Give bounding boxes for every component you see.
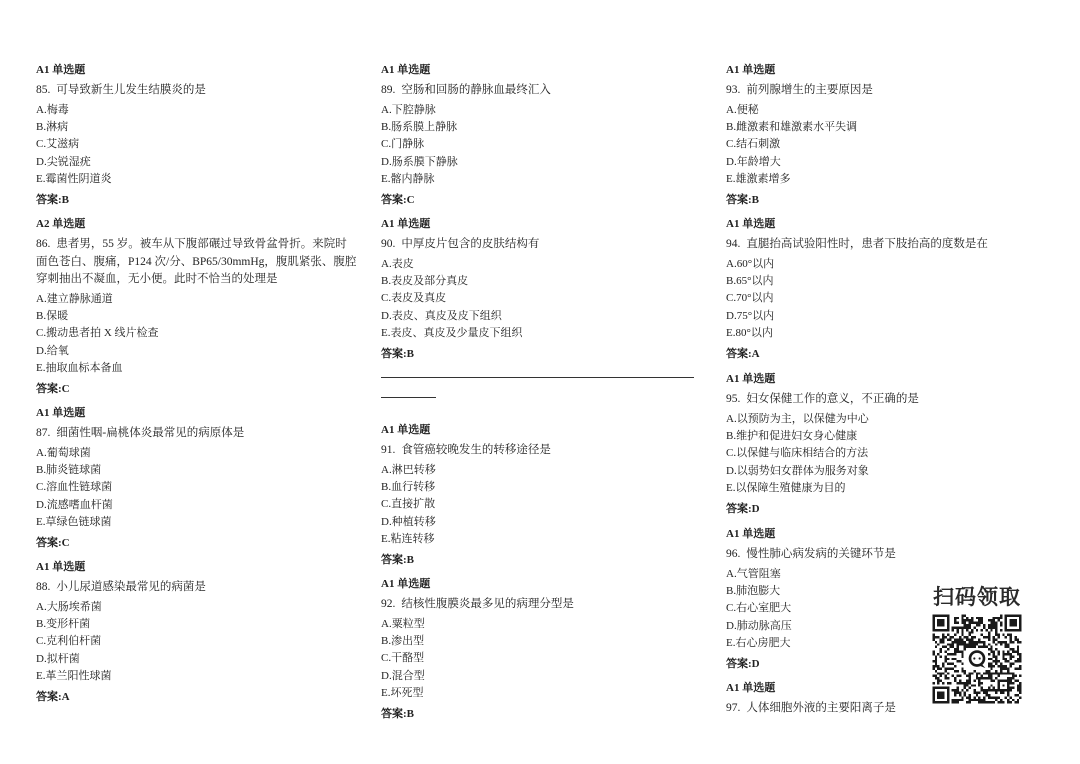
- answer: 答案:B: [381, 347, 414, 360]
- question-type-label: A1 单选题: [36, 561, 86, 573]
- option-a: A.葡萄球菌: [36, 446, 91, 459]
- option-d: D.肺动脉高压: [726, 619, 792, 632]
- options-list: [36, 445, 354, 532]
- question-type-label: A1 单选题: [726, 528, 776, 540]
- chat-bubble-icon: [966, 648, 988, 670]
- option-e: E.坏死型: [381, 687, 424, 700]
- options-list: [36, 599, 354, 686]
- question-number: 93.: [726, 84, 741, 96]
- option-b: B.肺泡膨大: [726, 584, 781, 597]
- question-stem-text: 人体细胞外液的主要阳离子是: [746, 702, 896, 714]
- question-stem-text: 面色苍白、腹痛，P124 次/分、BP65/30mmHg，腹肌紧张、腹腔: [36, 255, 357, 268]
- answer: 答案:B: [381, 553, 414, 566]
- question-number: 86.: [36, 238, 51, 250]
- question-type-label: A1 单选题: [726, 64, 776, 76]
- option-d: D.尖锐湿疣: [36, 155, 91, 168]
- question-block-89: [381, 60, 699, 210]
- question-stem-text: 患者男，55 岁。被车从下腹部碾过导致骨盆骨折。来院时: [56, 238, 347, 250]
- question-stem: [381, 236, 699, 254]
- option-d: D.肠系膜下静脉: [381, 155, 458, 168]
- question-block-87: [36, 403, 354, 553]
- option-e: E.以保障生殖健康为目的: [726, 482, 846, 495]
- answer: 答案:B: [36, 193, 69, 206]
- option-e: E.草绿色链球菌: [36, 516, 112, 529]
- question-stem-text: 空肠和回肠的静脉血最终汇入: [401, 84, 551, 96]
- question-stem: [36, 425, 354, 443]
- question-stem-text: 穿刺抽出不凝血，无小便。此时不恰当的处理是: [36, 273, 278, 285]
- option-d: D.流感嗜血杆菌: [36, 498, 113, 511]
- option-a: A.粟粒型: [381, 617, 425, 630]
- option-e: E.革兰阳性球菌: [36, 670, 112, 683]
- question-number: 97.: [726, 702, 741, 714]
- options-list: [381, 256, 699, 343]
- option-b: B.渗出型: [381, 634, 425, 647]
- option-e: E.右心房肥大: [726, 637, 791, 650]
- question-block-85: [36, 60, 354, 210]
- divider-line-short: [381, 397, 436, 398]
- qr-finder-pattern: [932, 614, 949, 631]
- question-stem-text: 食管癌较晚发生的转移途径是: [401, 444, 551, 456]
- option-d: D.以弱势妇女群体为服务对象: [726, 464, 869, 477]
- options-list: [36, 102, 354, 189]
- option-c: C.表皮及真皮: [381, 292, 447, 305]
- question-block-86: [36, 214, 357, 399]
- option-a: A.气管阻塞: [726, 567, 781, 580]
- answer: 答案:B: [381, 707, 414, 720]
- question-block-90: [381, 214, 699, 364]
- option-c: C.搬动患者拍 X 线片检查: [36, 327, 159, 340]
- question-block-91: [381, 420, 699, 570]
- option-c: C.70°以内: [726, 292, 774, 305]
- question-stem: [36, 579, 354, 597]
- answer: 答案:A: [36, 690, 70, 703]
- question-stem-text: 细菌性咽-扁桃体炎最常见的病原体是: [56, 427, 245, 439]
- answer: 答案:C: [381, 193, 415, 206]
- option-c: C.干酪型: [381, 652, 425, 665]
- option-e: E.抽取血标本备血: [36, 362, 123, 375]
- option-b: B.65°以内: [726, 274, 774, 287]
- divider-line: [381, 377, 694, 378]
- question-type-label: A1 单选题: [381, 64, 431, 76]
- options-list: [726, 256, 1044, 343]
- question-type-label: A1 单选题: [726, 373, 776, 385]
- question-number: 89.: [381, 84, 396, 96]
- question-stem: [381, 82, 699, 100]
- option-c: C.直接扩散: [381, 498, 436, 511]
- question-stem-text: 中厚皮片包含的皮肤结构有: [401, 238, 540, 250]
- option-e: E.雄激素增多: [726, 173, 791, 186]
- option-b: B.保暖: [36, 309, 69, 322]
- option-a: A.下腔静脉: [381, 103, 436, 116]
- option-a: A.以预防为主，以保健为中心: [726, 412, 869, 425]
- option-e: E.髂内静脉: [381, 173, 435, 186]
- answer: 答案:C: [36, 382, 70, 395]
- option-c: C.门静脉: [381, 138, 425, 151]
- question-number: 87.: [36, 427, 51, 439]
- option-b: B.血行转移: [381, 480, 436, 493]
- question-type-label: A1 单选题: [381, 218, 431, 230]
- question-number: 95.: [726, 393, 741, 405]
- question-type-label: A1 单选题: [36, 407, 86, 419]
- option-c: C.溶血性链球菌: [36, 481, 113, 494]
- options-list: [726, 102, 1044, 189]
- options-list: [726, 411, 1044, 498]
- question-stem: [726, 391, 1044, 409]
- option-c: C.克利伯杆菌: [36, 635, 102, 648]
- option-a: A.淋巴转移: [381, 463, 436, 476]
- question-type-label: A2 单选题: [36, 218, 86, 230]
- question-stem: [726, 236, 1044, 254]
- question-block-93: [726, 60, 1044, 210]
- question-number: 90.: [381, 238, 396, 250]
- question-stem: [381, 596, 699, 614]
- question-stem: [36, 236, 354, 254]
- options-list: [381, 102, 699, 189]
- answer: 答案:C: [36, 536, 70, 549]
- option-d: D.75°以内: [726, 309, 775, 322]
- question-stem-text: 前列腺增生的主要原因是: [746, 84, 873, 96]
- question-stem-text: 直腿抬高试验阳性时，患者下肢抬高的度数是在: [746, 238, 988, 250]
- question-number: 92.: [381, 598, 396, 610]
- question-block-94: [726, 214, 1044, 364]
- option-e: E.80°以内: [726, 327, 773, 340]
- question-block-92: [381, 574, 699, 724]
- option-b: B.表皮及部分真皮: [381, 274, 469, 287]
- option-c: C.结石刺激: [726, 138, 781, 151]
- option-d: D.混合型: [381, 669, 425, 682]
- question-number: 96.: [726, 548, 741, 560]
- qr-finder-pattern: [932, 687, 949, 704]
- option-b: B.变形杆菌: [36, 617, 91, 630]
- question-number: 94.: [726, 238, 741, 250]
- question-block-88: [36, 557, 354, 707]
- option-e: E.粘连转移: [381, 533, 435, 546]
- answer: 答案:A: [726, 347, 760, 360]
- question-number: 91.: [381, 444, 396, 456]
- options-list: [36, 291, 354, 378]
- option-a: A.60°以内: [726, 257, 775, 270]
- question-stem: [726, 546, 1044, 564]
- option-b: B.肠系膜上静脉: [381, 120, 458, 133]
- answer: 答案:B: [726, 193, 759, 206]
- option-e: E.表皮、真皮及少量皮下组织: [381, 327, 523, 340]
- option-c: C.艾滋病: [36, 138, 80, 151]
- question-type-label: A1 单选题: [381, 578, 431, 590]
- question-type-label: A1 单选题: [381, 424, 431, 436]
- option-d: D.拟杆菌: [36, 652, 80, 665]
- option-d: D.年龄增大: [726, 155, 781, 168]
- option-d: D.表皮、真皮及皮下组织: [381, 309, 502, 322]
- answer: 答案:D: [726, 657, 760, 670]
- question-stem-text: 可导致新生儿发生结膜炎的是: [56, 84, 206, 96]
- option-c: C.以保健与临床相结合的方法: [726, 447, 869, 460]
- question-number: 85.: [36, 84, 51, 96]
- answer: 答案:D: [726, 502, 760, 515]
- options-list: [381, 462, 699, 549]
- question-stem: [726, 82, 1044, 100]
- question-stem-text: 结核性腹膜炎最多见的病理分型是: [401, 598, 574, 610]
- qr-alignment-pattern: [997, 679, 1009, 691]
- option-a: A.建立静脉通道: [36, 292, 113, 305]
- question-stem-text: 妇女保健工作的意义，不正确的是: [746, 393, 919, 405]
- question-stem-text: 小儿尿道感染最常见的病菌是: [56, 581, 206, 593]
- question-type-label: A1 单选题: [726, 682, 776, 694]
- question-stem-text: 慢性肺心病发病的关键环节是: [746, 548, 896, 560]
- option-b: B.淋病: [36, 120, 69, 133]
- option-d: D.给氧: [36, 344, 69, 357]
- qr-finder-pattern: [1005, 614, 1022, 631]
- option-a: A.便秘: [726, 103, 759, 116]
- question-type-label: A1 单选题: [36, 64, 86, 76]
- question-stem: [36, 82, 354, 100]
- option-b: B.肺炎链球菌: [36, 463, 102, 476]
- question-type-label: A1 单选题: [726, 218, 776, 230]
- option-a: A.梅毒: [36, 103, 69, 116]
- option-a: A.大肠埃希菌: [36, 600, 102, 613]
- option-b: B.雌激素和雄激素水平失调: [726, 120, 858, 133]
- options-list: [381, 616, 699, 703]
- option-b: B.维护和促进妇女身心健康: [726, 429, 858, 442]
- qr-code: [930, 612, 1024, 706]
- option-c: C.右心室肥大: [726, 602, 792, 615]
- option-d: D.种植转移: [381, 515, 436, 528]
- option-a: A.表皮: [381, 257, 414, 270]
- question-number: 88.: [36, 581, 51, 593]
- question-block-95: [726, 369, 1044, 519]
- question-stem: [381, 442, 699, 460]
- qr-label: 扫码领取: [933, 584, 1021, 609]
- option-e: E.霉菌性阴道炎: [36, 173, 112, 186]
